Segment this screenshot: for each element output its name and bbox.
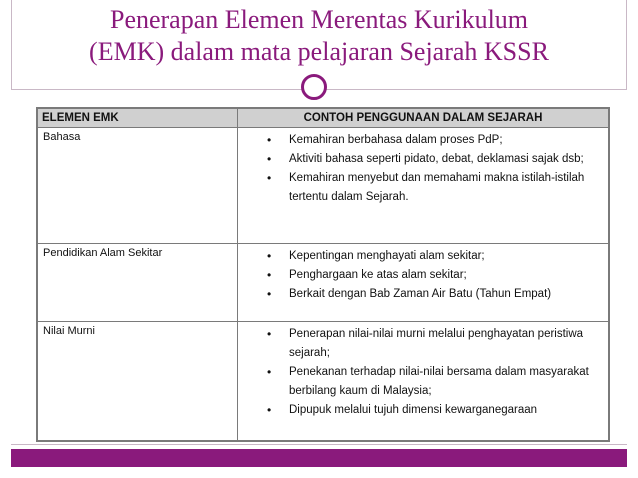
slide-title-line-1: Penerapan Elemen Merentas Kurikulum <box>109 5 529 34</box>
decorative-circle-icon <box>301 74 327 100</box>
header-contoh-penggunaan: CONTOH PENGGUNAAN DALAM SEJARAH <box>238 109 609 128</box>
row-element-name: Pendidikan Alam Sekitar <box>38 244 238 322</box>
row-examples <box>238 244 609 322</box>
row-examples <box>238 128 609 244</box>
list-item: • Kemahiran berbahasa dalam proses PdP; <box>289 131 603 150</box>
slide-title <box>11 4 627 68</box>
footer-divider <box>11 444 627 445</box>
table-header-row <box>38 109 609 128</box>
emk-table <box>36 107 610 442</box>
list-item: • Kepentingan menghayati alam sekitar; <box>289 247 603 266</box>
row-examples <box>238 322 609 441</box>
table-row <box>38 322 609 441</box>
header-elemen-emk: ELEMEN EMK <box>38 109 238 128</box>
list-item: • Berkait dengan Bab Zaman Air Batu (Tahun Empat) <box>289 285 603 304</box>
list-item: • Penerapan nilai-nilai murni melalui penghayatan peristiwa sejarah; <box>289 325 603 363</box>
list-item: • Penekanan terhadap nilai-nilai bersama dalam masyarakat berbilang kaum di Malaysia; <box>289 363 603 401</box>
list-item: • Kemahiran menyebut dan memahami makna istilah-istilah tertentu dalam Sejarah. <box>289 169 603 207</box>
list-item: • Aktiviti bahasa seperti pidato, debat, deklamasi sajak dsb; <box>289 150 603 169</box>
footer-bar <box>11 449 627 467</box>
list-item: • Penghargaan ke atas alam sekitar; <box>289 266 603 285</box>
slide-title-line-2: (EMK) dalam mata pelajaran Sejarah KSSR <box>89 37 549 66</box>
list-item: • Dipupuk melalui tujuh dimensi kewarganegaraan <box>289 401 603 420</box>
emk-table-grid <box>37 108 609 441</box>
table-row <box>38 128 609 244</box>
row-element-name: Nilai Murni <box>38 322 238 441</box>
row-element-name: Bahasa <box>38 128 238 244</box>
table-row <box>38 244 609 322</box>
